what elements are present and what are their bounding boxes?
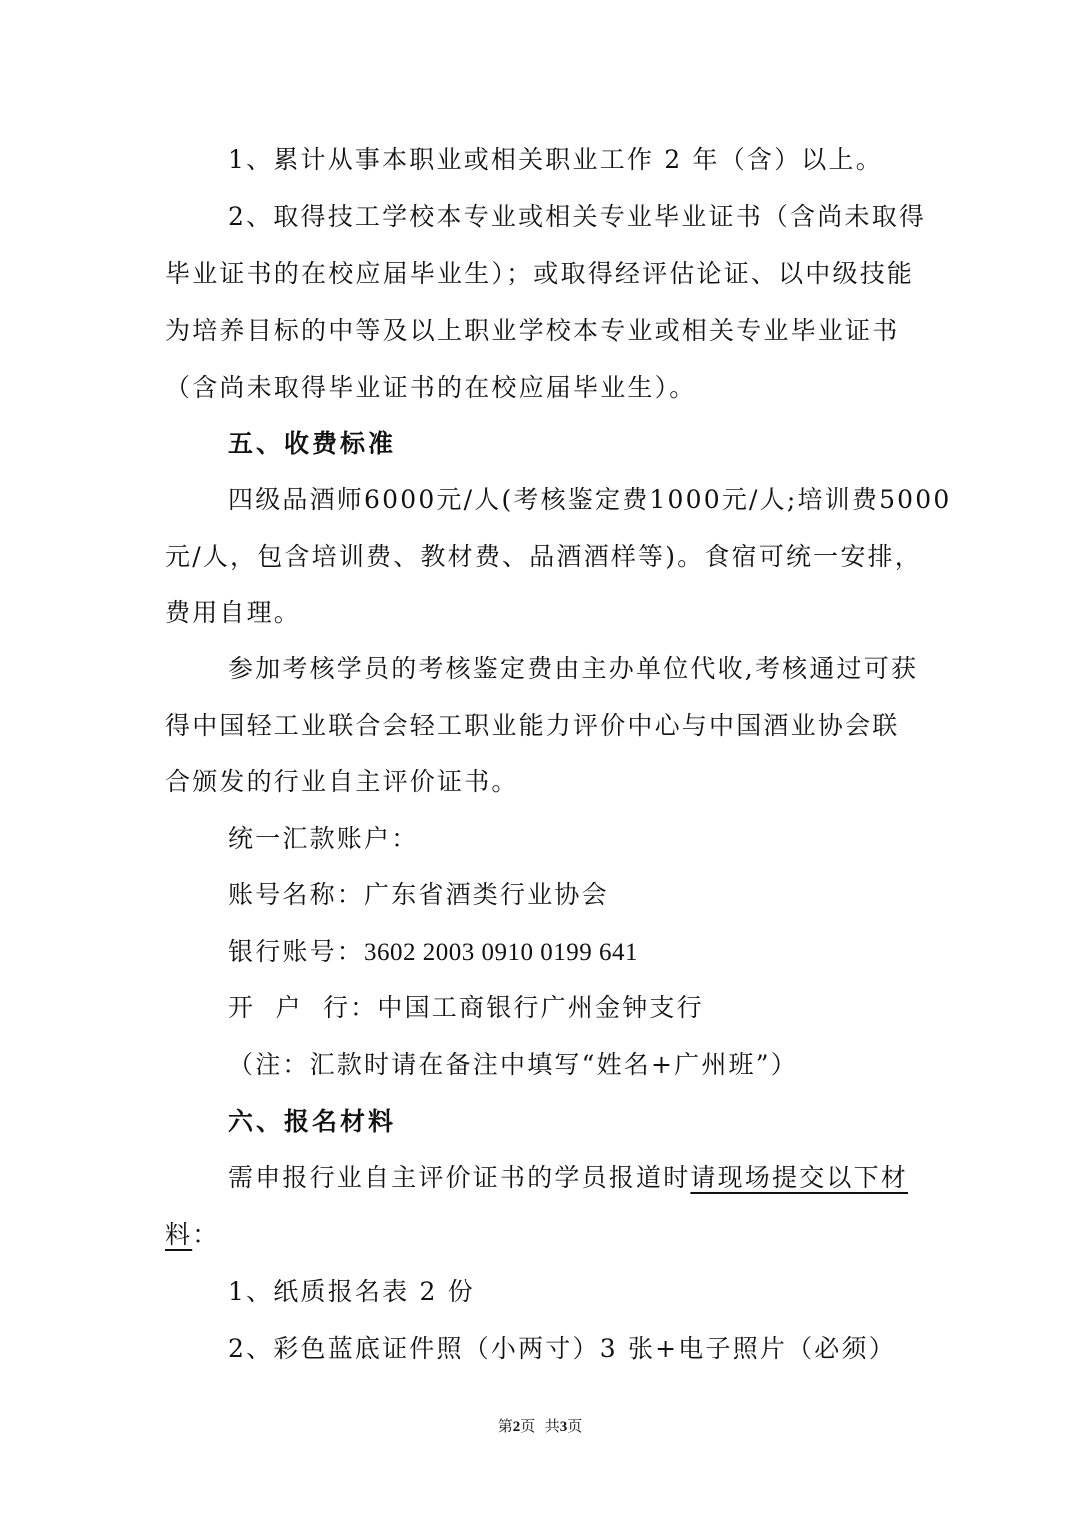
footer-page-number: 2 [512, 1419, 521, 1435]
material-item-2: 2、彩色蓝底证件照（小两寸）3 张+电子照片（必须） [228, 1334, 896, 1363]
materials-intro-underlined-cont: 料 [165, 1220, 193, 1249]
materials-intro-line-1 [228, 1163, 928, 1193]
fee-paragraph-line-1: 四级品酒师6000元/人(考核鉴定费1000元/人;培训费5000 [228, 485, 952, 514]
fee-paragraph-line-3: 费用自理。 [165, 598, 302, 627]
certificate-paragraph-line-2: 得中国轻工业联合会轻工职业能力评价中心与中国酒业协会联 [165, 711, 900, 740]
certificate-paragraph-line-1: 参加考核学员的考核鉴定费由主办单位代收,考核通过可获 [228, 654, 919, 683]
section-heading-fees: 五、收费标准 [228, 429, 397, 458]
account-name: 账号名称：广东省酒类行业协会 [228, 880, 609, 909]
footer-middle: 页 共 [520, 1417, 560, 1435]
page-footer [0, 1416, 1080, 1437]
account-title: 统一汇款账户： [228, 824, 419, 853]
requirement-item-2-line-3: 为培养目标的中等及以上职业学校本专业或相关专业毕业证书 [165, 316, 900, 345]
bank-branch: 开 户 行：中国工商银行广州金钟支行 [228, 993, 704, 1022]
material-item-1: 1、纸质报名表 2 份 [228, 1277, 475, 1306]
account-number-line [228, 937, 928, 968]
account-number: 3602 2003 0910 0199 641 [364, 939, 639, 966]
fee-paragraph-line-2: 元/人，包含培训费、教材费、品酒酒样等)。食宿可统一安排， [165, 542, 922, 571]
footer-total-pages: 3 [559, 1419, 568, 1435]
materials-intro-underlined: 请现场提交以下材 [690, 1163, 909, 1192]
requirement-item-2-line-4: （含尚未取得毕业证书的在校应届毕业生）。 [165, 373, 697, 402]
remittance-note: （注：汇款时请在备注中填写“姓名+广州班”） [228, 1050, 798, 1079]
materials-intro-prefix: 需申报行业自主评价证书的学员报道时 [228, 1163, 691, 1192]
requirement-item-1: 1、累计从事本职业或相关职业工作 2 年（含）以上。 [228, 145, 883, 174]
footer-prefix: 第 [497, 1417, 513, 1435]
footer-suffix: 页 [567, 1417, 583, 1435]
account-number-label: 银行账号： [228, 937, 365, 966]
section-heading-materials: 六、报名材料 [228, 1107, 397, 1136]
materials-intro-line-2 [165, 1220, 925, 1250]
materials-intro-suffix: ： [192, 1220, 220, 1249]
requirement-item-2-line-2: 毕业证书的在校应届毕业生）；或取得经评估论证、以中级技能 [165, 259, 915, 288]
requirement-item-2: 2、取得技工学校本专业或相关专业毕业证书（含尚未取得 [228, 202, 927, 231]
certificate-paragraph-line-3: 合颁发的行业自主评价证书。 [165, 767, 519, 796]
